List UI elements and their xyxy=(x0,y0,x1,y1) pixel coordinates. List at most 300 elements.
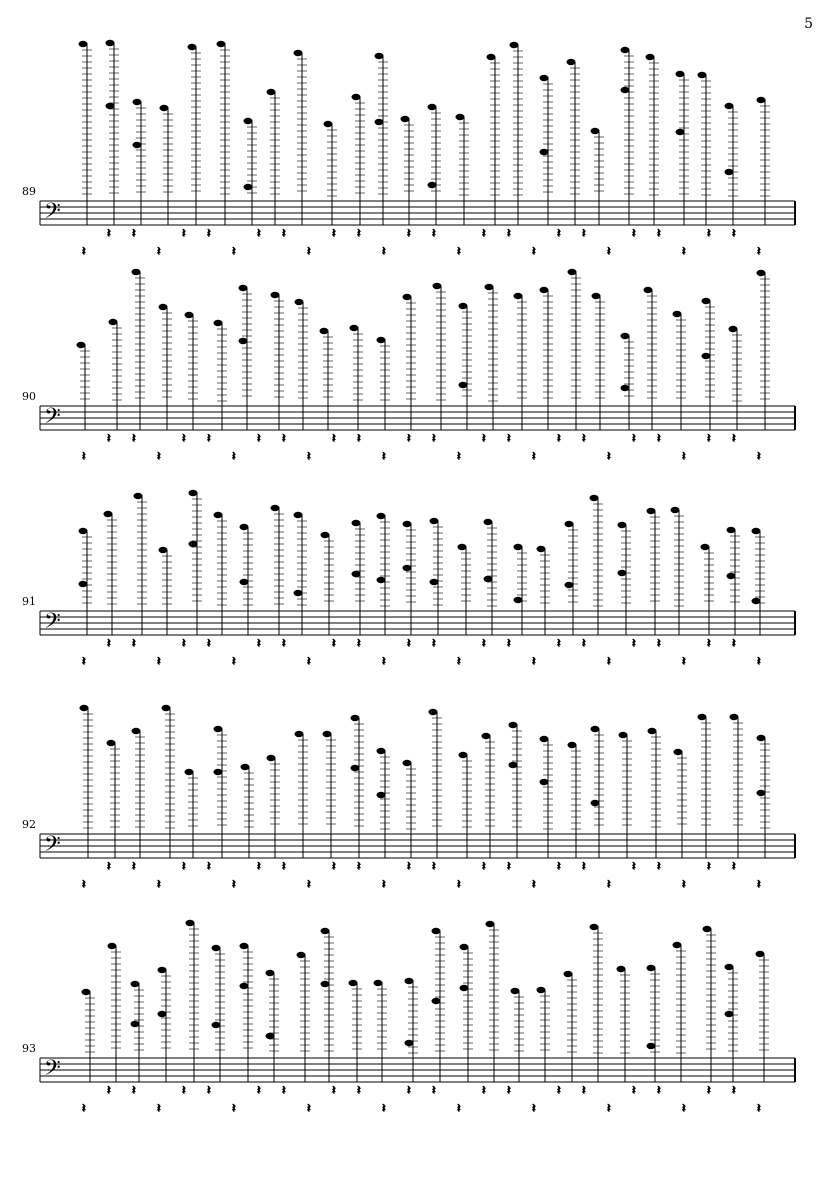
rest-icon: 𝄽 xyxy=(132,226,136,240)
rest-icon: 𝄽 xyxy=(407,636,411,650)
rest-icon: 𝄽 xyxy=(557,226,561,240)
notehead xyxy=(757,735,766,741)
rest-icon: 𝄽 xyxy=(532,654,536,668)
notehead xyxy=(109,319,118,325)
notehead xyxy=(674,749,683,755)
rest-icon: 𝄽 xyxy=(157,654,161,668)
notehead xyxy=(159,304,168,310)
rest-icon: 𝄽 xyxy=(132,1083,136,1097)
notehead xyxy=(591,726,600,732)
notehead xyxy=(185,769,194,775)
rest-icon: 𝄽 xyxy=(107,1083,111,1097)
notehead xyxy=(698,72,707,78)
notehead xyxy=(107,740,116,746)
notehead xyxy=(648,728,657,734)
notehead xyxy=(131,981,140,987)
notehead xyxy=(430,579,439,585)
notehead xyxy=(564,971,573,977)
staff-90 xyxy=(0,230,835,463)
staff-system-91 xyxy=(0,452,835,682)
notehead xyxy=(757,790,766,796)
notehead xyxy=(377,792,386,798)
notehead xyxy=(725,964,734,970)
rest-icon: 𝄽 xyxy=(507,636,511,650)
notehead xyxy=(82,989,91,995)
notehead xyxy=(133,142,142,148)
rest-icon: 𝄽 xyxy=(332,1083,336,1097)
note-stems xyxy=(77,269,771,463)
rest-icon: 𝄽 xyxy=(457,244,461,258)
rest-icon: 𝄽 xyxy=(282,636,286,650)
notehead xyxy=(756,951,765,957)
notehead xyxy=(295,731,304,737)
rest-icon: 𝄽 xyxy=(532,449,536,463)
rest-icon: 𝄽 xyxy=(632,226,636,240)
rest-icon: 𝄽 xyxy=(407,431,411,445)
notehead xyxy=(321,928,330,934)
rest-icon: 𝄽 xyxy=(457,449,461,463)
notehead xyxy=(673,942,682,948)
rest-icon: 𝄽 xyxy=(107,636,111,650)
notehead xyxy=(321,981,330,987)
rest-icon: 𝄽 xyxy=(657,859,661,873)
bass-clef-icon: 𝄢 xyxy=(44,1056,61,1086)
rest-icon: 𝄽 xyxy=(682,654,686,668)
rest-icon: 𝄽 xyxy=(682,449,686,463)
notehead xyxy=(618,570,627,576)
notehead xyxy=(727,527,736,533)
notehead xyxy=(160,105,169,111)
notehead xyxy=(377,513,386,519)
rest-icon: 𝄽 xyxy=(232,877,236,891)
rest-icon: 𝄽 xyxy=(332,431,336,445)
notehead xyxy=(162,705,171,711)
notehead xyxy=(590,924,599,930)
notehead xyxy=(644,287,653,293)
rest-icon: 𝄽 xyxy=(757,449,761,463)
rest-icon: 𝄽 xyxy=(382,877,386,891)
rest-icon: 𝄽 xyxy=(482,636,486,650)
notehead xyxy=(540,75,549,81)
notehead xyxy=(79,581,88,587)
notehead xyxy=(244,118,253,124)
notehead xyxy=(239,338,248,344)
notehead xyxy=(271,292,280,298)
rest-icon: 𝄽 xyxy=(432,859,436,873)
rest-icon: 𝄽 xyxy=(557,431,561,445)
rest-icon: 𝄽 xyxy=(507,226,511,240)
notehead xyxy=(217,41,226,47)
rest-icon: 𝄽 xyxy=(432,431,436,445)
notehead xyxy=(294,50,303,56)
rest-icon: 𝄽 xyxy=(82,1101,86,1115)
notehead xyxy=(349,980,358,986)
notehead xyxy=(267,755,276,761)
notehead xyxy=(621,47,630,53)
rest-icon: 𝄽 xyxy=(182,431,186,445)
rest-icon: 𝄽 xyxy=(307,654,311,668)
rest-icon: 𝄽 xyxy=(757,244,761,258)
notehead xyxy=(458,544,467,550)
notehead xyxy=(133,99,142,105)
rest-icon: 𝄽 xyxy=(757,877,761,891)
notehead xyxy=(486,921,495,927)
rest-icon: 𝄽 xyxy=(407,226,411,240)
notehead xyxy=(240,579,249,585)
rest-icon: 𝄽 xyxy=(282,859,286,873)
rest-icon: 𝄽 xyxy=(632,859,636,873)
notehead xyxy=(565,521,574,527)
notehead xyxy=(511,988,520,994)
rest-icon: 𝄽 xyxy=(382,244,386,258)
rest-icon: 𝄽 xyxy=(182,636,186,650)
notehead xyxy=(752,528,761,534)
notehead xyxy=(485,284,494,290)
notehead xyxy=(565,582,574,588)
rest-icon: 𝄽 xyxy=(207,431,211,445)
bass-clef-icon: 𝄢 xyxy=(44,404,61,434)
rest-icon: 𝄽 xyxy=(432,636,436,650)
measure-number: 91 xyxy=(22,595,36,608)
notehead xyxy=(537,546,546,552)
rest-icon: 𝄽 xyxy=(557,859,561,873)
notehead xyxy=(430,518,439,524)
notehead xyxy=(79,528,88,534)
notehead xyxy=(482,733,491,739)
rest-icon: 𝄽 xyxy=(132,859,136,873)
rest-icon: 𝄽 xyxy=(557,1083,561,1097)
rest-icon: 𝄽 xyxy=(257,226,261,240)
staff-93 xyxy=(0,880,835,1120)
rest-icon: 𝄽 xyxy=(582,431,586,445)
rest-icon: 𝄽 xyxy=(357,226,361,240)
notehead xyxy=(239,285,248,291)
rest-icon: 𝄽 xyxy=(332,859,336,873)
bass-clef-icon: 𝄢 xyxy=(44,832,61,862)
rest-icon: 𝄽 xyxy=(207,226,211,240)
bass-clef-icon: 𝄢 xyxy=(44,199,61,229)
notehead xyxy=(698,714,707,720)
notehead xyxy=(401,116,410,122)
rest-icon: 𝄽 xyxy=(707,431,711,445)
notehead xyxy=(459,382,468,388)
notehead xyxy=(374,980,383,986)
notehead xyxy=(214,320,223,326)
notehead xyxy=(214,769,223,775)
notehead xyxy=(403,294,412,300)
notehead xyxy=(240,983,249,989)
bass-clef-icon: 𝄢 xyxy=(44,609,61,639)
notehead xyxy=(106,103,115,109)
rest-icon: 𝄽 xyxy=(132,431,136,445)
rest-icon: 𝄽 xyxy=(757,1101,761,1115)
notehead xyxy=(377,748,386,754)
staff-system-90 xyxy=(0,230,835,463)
notehead xyxy=(108,943,117,949)
staff-system-89 xyxy=(0,0,835,258)
rest-icon: 𝄽 xyxy=(582,636,586,650)
rest-icon: 𝄽 xyxy=(682,244,686,258)
rest-icon: 𝄽 xyxy=(607,449,611,463)
notehead xyxy=(352,571,361,577)
notehead xyxy=(591,800,600,806)
notehead xyxy=(701,544,710,550)
notehead xyxy=(189,490,198,496)
notehead xyxy=(77,342,86,348)
rest-icon: 𝄽 xyxy=(382,1101,386,1115)
rest-icon: 𝄽 xyxy=(657,1083,661,1097)
notehead xyxy=(702,298,711,304)
notehead xyxy=(514,293,523,299)
rest-icon: 𝄽 xyxy=(182,1083,186,1097)
rest-icon: 𝄽 xyxy=(357,1083,361,1097)
notehead xyxy=(294,512,303,518)
notehead xyxy=(297,952,306,958)
rest-icon: 𝄽 xyxy=(507,1083,511,1097)
notehead xyxy=(323,731,332,737)
notehead xyxy=(460,985,469,991)
rest-icon: 𝄽 xyxy=(407,1083,411,1097)
page-number: 5 xyxy=(804,16,813,32)
rest-icon: 𝄽 xyxy=(307,877,311,891)
rest-icon: 𝄽 xyxy=(607,654,611,668)
rest-icon: 𝄽 xyxy=(732,636,736,650)
rest-icon: 𝄽 xyxy=(707,859,711,873)
notehead xyxy=(244,184,253,190)
notehead xyxy=(540,736,549,742)
notehead xyxy=(405,1040,414,1046)
notehead xyxy=(757,97,766,103)
rest-icon: 𝄽 xyxy=(307,1101,311,1115)
notehead xyxy=(432,998,441,1004)
notehead xyxy=(568,742,577,748)
rest-icon: 𝄽 xyxy=(632,1083,636,1097)
notehead xyxy=(567,59,576,65)
notehead xyxy=(186,920,195,926)
notehead xyxy=(725,103,734,109)
measure-number: 90 xyxy=(22,390,36,403)
rest-icon: 𝄽 xyxy=(532,244,536,258)
rest-icon: 𝄽 xyxy=(732,226,736,240)
rest-icon: 𝄽 xyxy=(757,654,761,668)
rest-icon: 𝄽 xyxy=(732,859,736,873)
rest-icon: 𝄽 xyxy=(632,636,636,650)
staff-92 xyxy=(0,668,835,898)
notehead xyxy=(647,508,656,514)
notehead xyxy=(214,726,223,732)
rest-icon: 𝄽 xyxy=(107,226,111,240)
notehead xyxy=(460,944,469,950)
rest-icon: 𝄽 xyxy=(232,449,236,463)
notehead xyxy=(456,114,465,120)
notehead xyxy=(350,325,359,331)
notehead xyxy=(324,121,333,127)
notehead xyxy=(132,728,141,734)
rest-icon: 𝄽 xyxy=(482,226,486,240)
rest-icon: 𝄽 xyxy=(357,636,361,650)
notehead xyxy=(214,512,223,518)
notehead xyxy=(510,42,519,48)
notehead xyxy=(212,1022,221,1028)
notehead xyxy=(403,565,412,571)
rest-icon: 𝄽 xyxy=(382,654,386,668)
rest-icon: 𝄽 xyxy=(182,226,186,240)
notehead xyxy=(676,129,685,135)
notehead xyxy=(617,966,626,972)
notehead xyxy=(134,493,143,499)
rest-icon: 𝄽 xyxy=(507,859,511,873)
rest-icon: 𝄽 xyxy=(732,1083,736,1097)
rest-icon: 𝄽 xyxy=(257,1083,261,1097)
notehead xyxy=(591,128,600,134)
rest-icon: 𝄽 xyxy=(457,877,461,891)
rest-icon: 𝄽 xyxy=(132,636,136,650)
notehead xyxy=(428,104,437,110)
notehead xyxy=(240,524,249,530)
rest-icon: 𝄽 xyxy=(657,431,661,445)
notehead xyxy=(514,597,523,603)
rest-icon: 𝄽 xyxy=(707,1083,711,1097)
notehead xyxy=(621,87,630,93)
notehead xyxy=(752,598,761,604)
rest-icon: 𝄽 xyxy=(257,636,261,650)
rest-icon: 𝄽 xyxy=(482,431,486,445)
notehead xyxy=(537,987,546,993)
rest-icon: 𝄽 xyxy=(532,1101,536,1115)
rest-icon: 𝄽 xyxy=(232,654,236,668)
measure-number: 93 xyxy=(22,1042,36,1055)
staff-system-92 xyxy=(0,668,835,898)
notehead xyxy=(509,722,518,728)
notehead xyxy=(351,765,360,771)
rest-icon: 𝄽 xyxy=(107,859,111,873)
rest-icon: 𝄽 xyxy=(207,636,211,650)
rest-icon: 𝄽 xyxy=(332,636,336,650)
notehead xyxy=(188,44,197,50)
notehead xyxy=(727,573,736,579)
rest-icon: 𝄽 xyxy=(607,1101,611,1115)
notehead xyxy=(621,333,630,339)
rest-icon: 𝄽 xyxy=(582,226,586,240)
notehead xyxy=(271,505,280,511)
notehead xyxy=(294,590,303,596)
rest-icon: 𝄽 xyxy=(332,226,336,240)
notehead xyxy=(267,89,276,95)
notehead xyxy=(432,928,441,934)
note-stems xyxy=(79,490,766,668)
note-stems xyxy=(80,705,771,891)
measure-number: 92 xyxy=(22,818,36,831)
rest-icon: 𝄽 xyxy=(657,636,661,650)
notehead xyxy=(403,521,412,527)
rest-icon: 𝄽 xyxy=(157,877,161,891)
notehead xyxy=(459,752,468,758)
rest-icon: 𝄽 xyxy=(282,226,286,240)
rest-icon: 𝄽 xyxy=(482,859,486,873)
rest-icon: 𝄽 xyxy=(82,654,86,668)
notehead xyxy=(540,779,549,785)
notehead xyxy=(266,1033,275,1039)
notehead xyxy=(568,269,577,275)
notehead xyxy=(703,926,712,932)
notehead xyxy=(403,760,412,766)
note-stems xyxy=(82,920,770,1115)
notehead xyxy=(185,312,194,318)
rest-icon: 𝄽 xyxy=(457,654,461,668)
rest-icon: 𝄽 xyxy=(682,877,686,891)
notehead xyxy=(730,714,739,720)
staff-91 xyxy=(0,452,835,682)
rest-icon: 𝄽 xyxy=(707,636,711,650)
notehead xyxy=(459,303,468,309)
notehead xyxy=(429,709,438,715)
notehead xyxy=(428,182,437,188)
notehead xyxy=(79,41,88,47)
notehead xyxy=(159,547,168,553)
notehead xyxy=(352,94,361,100)
rest-icon: 𝄽 xyxy=(357,859,361,873)
notehead xyxy=(377,577,386,583)
rest-icon: 𝄽 xyxy=(257,431,261,445)
notehead xyxy=(619,732,628,738)
notehead xyxy=(540,149,549,155)
notehead xyxy=(509,762,518,768)
notehead xyxy=(158,1011,167,1017)
notehead xyxy=(433,283,442,289)
rest-icon: 𝄽 xyxy=(707,226,711,240)
rest-icon: 𝄽 xyxy=(82,244,86,258)
rest-icon: 𝄽 xyxy=(182,859,186,873)
notehead xyxy=(106,40,115,46)
notehead xyxy=(158,967,167,973)
notehead xyxy=(240,943,249,949)
rest-icon: 𝄽 xyxy=(482,1083,486,1097)
notehead xyxy=(590,495,599,501)
notehead xyxy=(621,385,630,391)
notehead xyxy=(132,269,141,275)
rest-icon: 𝄽 xyxy=(82,449,86,463)
notehead xyxy=(647,1043,656,1049)
notehead xyxy=(295,299,304,305)
rest-icon: 𝄽 xyxy=(157,449,161,463)
rest-icon: 𝄽 xyxy=(157,1101,161,1115)
notehead xyxy=(189,541,198,547)
notehead xyxy=(241,764,250,770)
staff-89 xyxy=(0,0,835,258)
notehead xyxy=(646,54,655,60)
rest-icon: 𝄽 xyxy=(307,244,311,258)
rest-icon: 𝄽 xyxy=(232,1101,236,1115)
rest-icon: 𝄽 xyxy=(307,449,311,463)
rest-icon: 𝄽 xyxy=(582,859,586,873)
rest-icon: 𝄽 xyxy=(532,877,536,891)
rest-icon: 𝄽 xyxy=(82,877,86,891)
rest-icon: 𝄽 xyxy=(157,244,161,258)
notehead xyxy=(676,71,685,77)
notehead xyxy=(673,311,682,317)
rest-icon: 𝄽 xyxy=(282,431,286,445)
notehead xyxy=(725,1011,734,1017)
rest-icon: 𝄽 xyxy=(632,431,636,445)
notehead xyxy=(647,965,656,971)
rest-icon: 𝄽 xyxy=(607,877,611,891)
notehead xyxy=(131,1021,140,1027)
notehead xyxy=(592,293,601,299)
rest-icon: 𝄽 xyxy=(657,226,661,240)
rest-icon: 𝄽 xyxy=(207,859,211,873)
rest-icon: 𝄽 xyxy=(282,1083,286,1097)
notehead xyxy=(671,507,680,513)
